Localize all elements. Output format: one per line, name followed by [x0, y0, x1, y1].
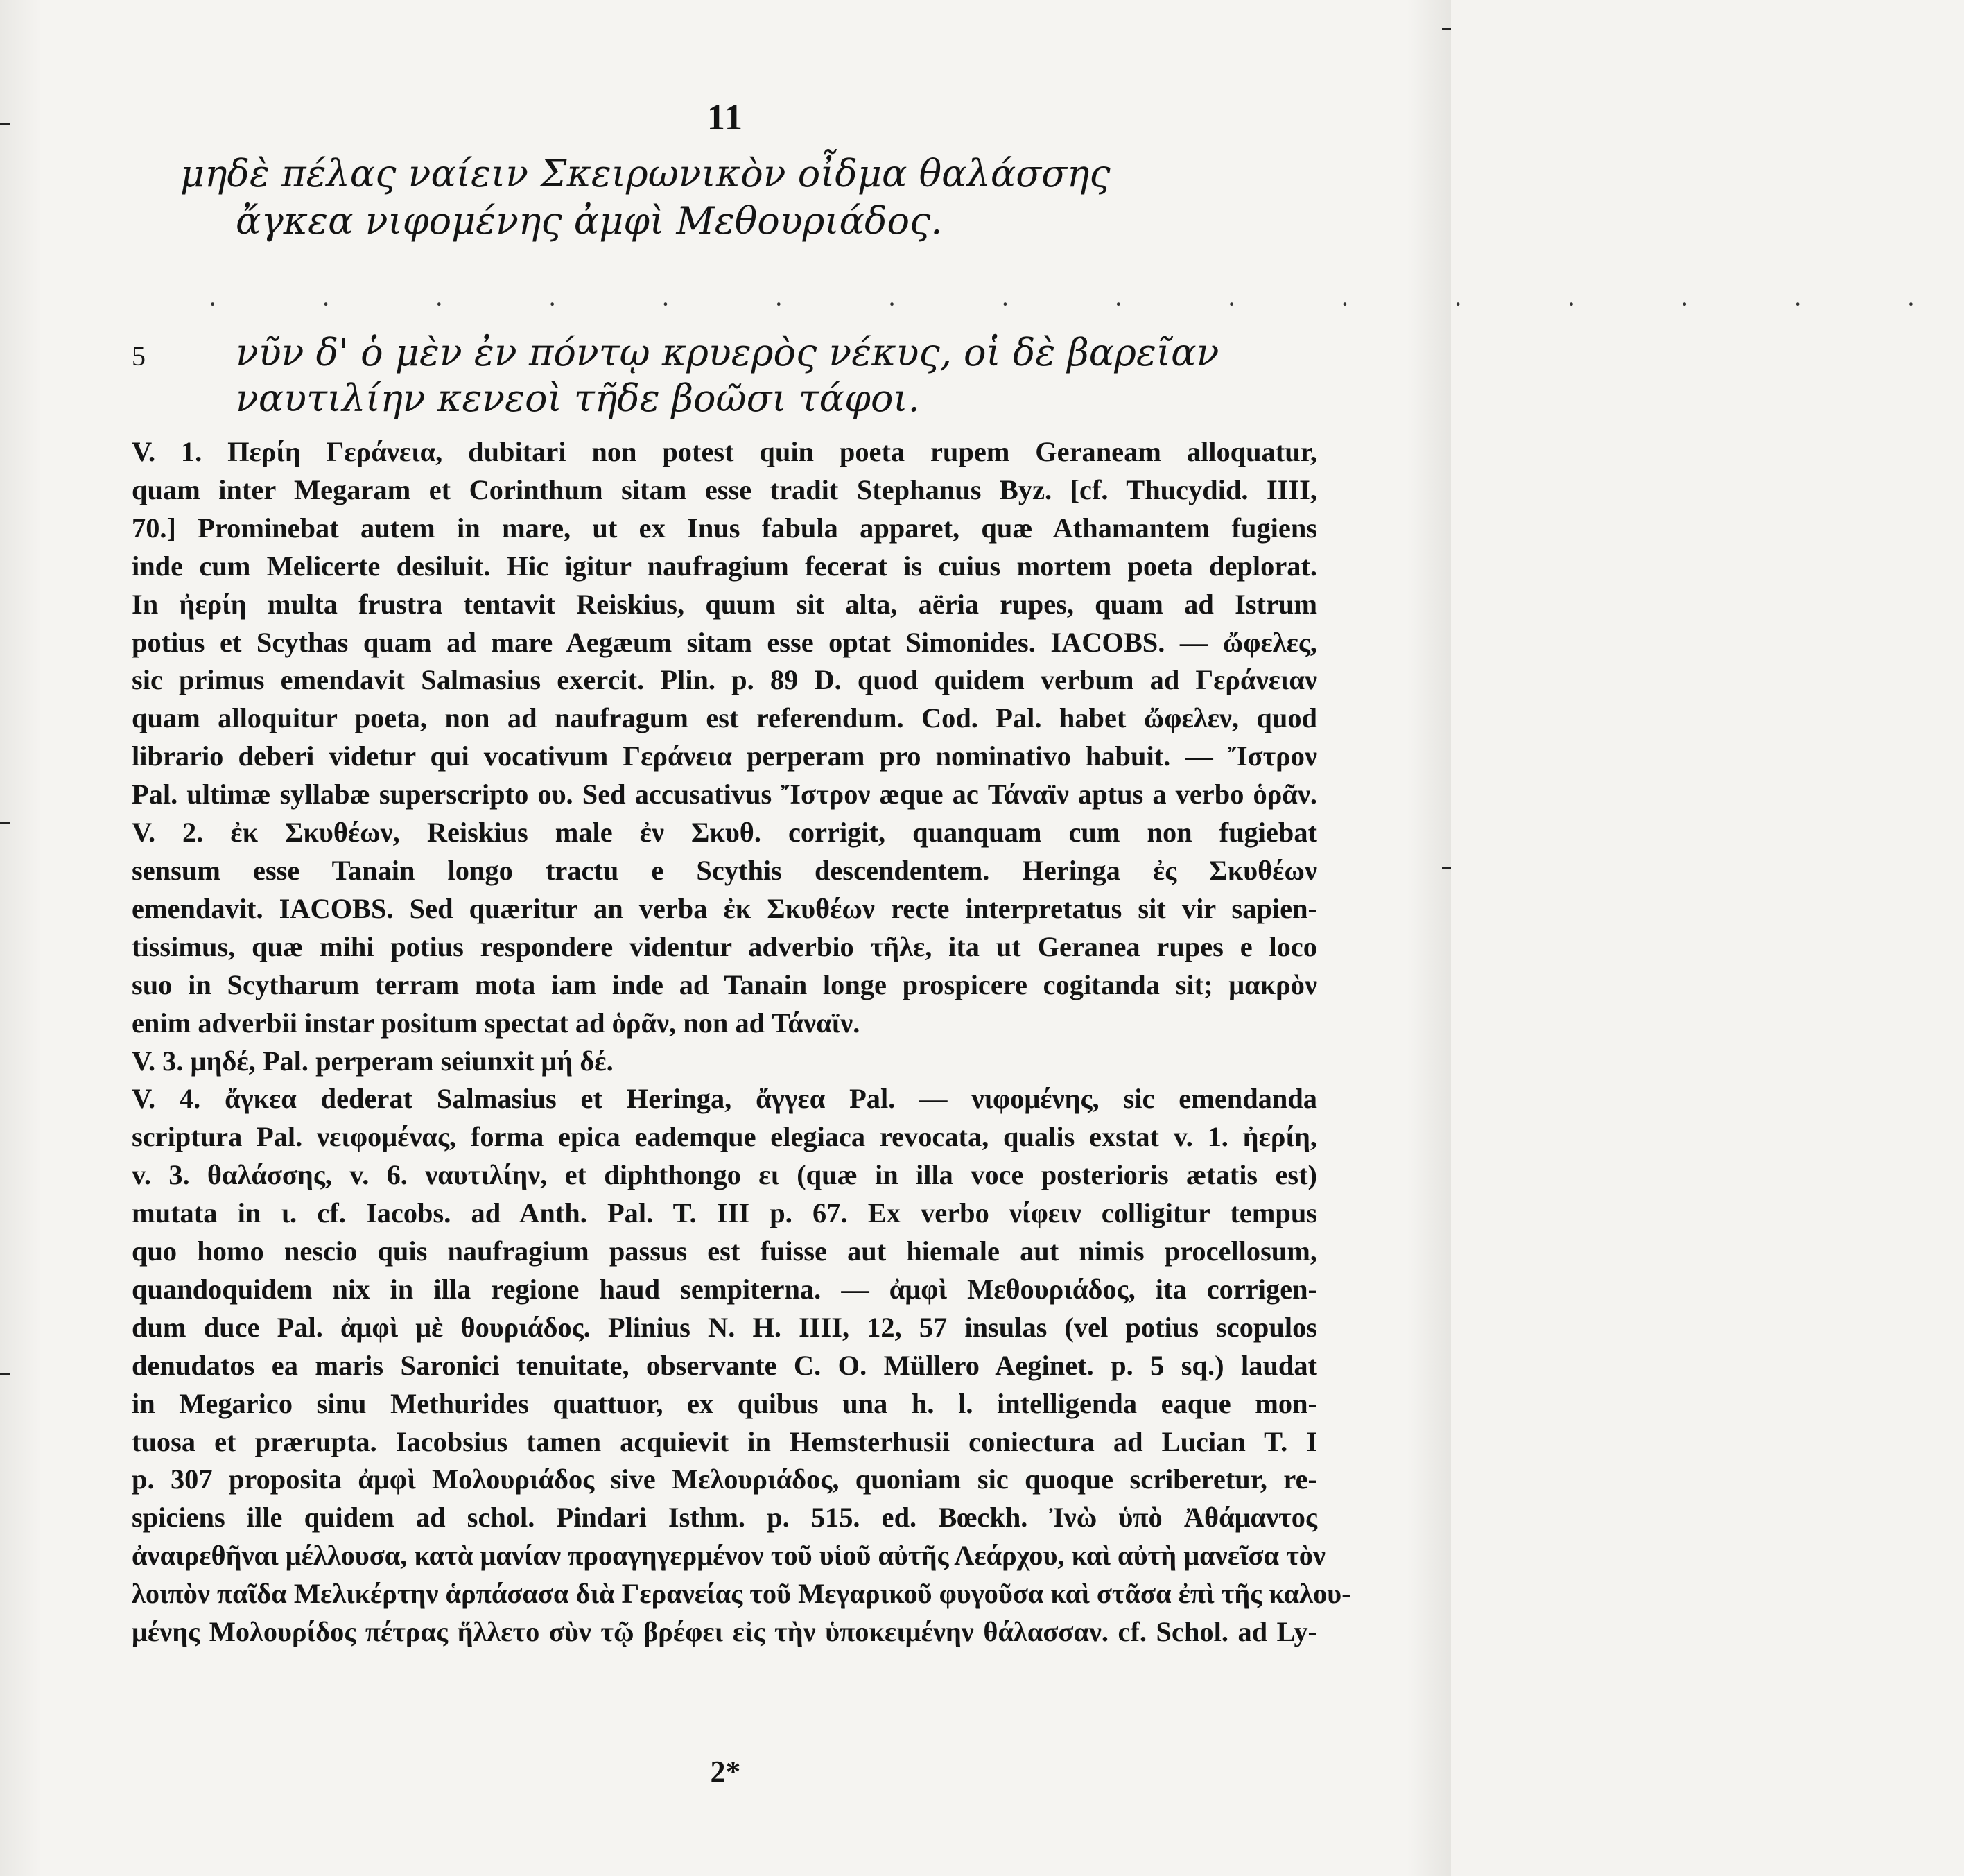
signature-mark: 2*	[710, 1755, 741, 1789]
commentary-line: sic primus emendavit Salmasius exercit. Plin. p. 89 D. quod quidem verbum ad Γεράνειαν	[132, 664, 1317, 696]
commentary-line: in Megarico sinu Methurides quattuor, ex quibus una h. l. intelligenda eaque mon-	[132, 1387, 1317, 1419]
commentary-line: dum duce Pal. ἀμφὶ μὲ θουριάδος. Plinius N. H. IIII, 12, 57 insulas (vel potius scopulos	[132, 1311, 1317, 1343]
commentary-line: v. 3. θαλάσσης, v. 6. ναυτιλίην, et diphthongo ει (quæ in illa voce posterioris ætatis est)	[132, 1159, 1317, 1191]
commentary-line: V. 2. ἐκ Σκυθέων, Reiskius male ἐν Σκυθ. corrigit, quanquam cum non fugiebat	[132, 817, 1317, 849]
commentary-line: mutata in ι. cf. Iacobs. ad Anth. Pal. T. III p. 67. Ex verbo νίφειν colligitur tempus	[132, 1197, 1317, 1229]
commentary-line: tissimus, quæ mihi potius respondere videntur adverbio τῆλε, ita ut Geranea rupes e loco	[132, 930, 1317, 962]
commentary-line: enim adverbii instar positum spectat ad ὁρᾶν, non ad Τάναϊν.	[132, 1007, 860, 1039]
commentary	[132, 433, 1351, 1651]
commentary-line: V. 1. Περίη Γεράνεια, dubitari non potest quin poeta rupem Geraneam alloquatur,	[132, 436, 1317, 467]
verse-line: νῦν δ' ὁ μὲν ἐν πόντῳ κρυερὸς νέκυς, οἱ δὲ βαρεῖαν	[236, 331, 1219, 374]
commentary-line: p. 307 proposita ἀμφὶ Μολουριάδος sive Μελουριάδος, quoniam sic quoque scriberetur, re-	[132, 1464, 1317, 1495]
commentary-line: sensum esse Tanain longo tractu e Scythis descendentem. Heringa ἐς Σκυθέων	[132, 854, 1317, 886]
commentary-line: inde cum Melicerte desiluit. Hic igitur naufragium fecerat is cuius mortem poeta deplorat.	[132, 550, 1317, 582]
commentary-line: tuosa et prærupta. Iacobsius tamen acquievit in Hemsterhusii coniectura ad Lucian T. I	[132, 1425, 1317, 1457]
verse-line: ἄγκεα νιφομένης ἀμφὶ Μεθουριάδος.	[236, 199, 943, 243]
verse-line: ναυτιλίην κενεοὶ τῆδε βοῶσι τάφοι.	[236, 376, 920, 420]
commentary-line: quandoquidem nix in illa regione haud sempiterna. — ἀμφὶ Μεθουριάδος, ita corrigen-	[132, 1273, 1317, 1305]
commentary-line: quo homo nescio quis naufragium passus est fuisse aut hiemale aut nimis procellosum,	[132, 1235, 1317, 1267]
commentary-line: quam alloquitur poeta, non ad naufragum est referendum. Cod. Pal. habet ὤφελεν, quod	[132, 702, 1317, 734]
commentary-line: 70.] Prominebat autem in mare, ut ex Inus fabula apparet, quæ Athamantem fugiens	[132, 512, 1317, 544]
margin-mark	[0, 822, 10, 824]
commentary-line: suo in Scytharum terram mota iam inde ad Tanain longe prospicere cogitanda sit; μακρὸν	[132, 969, 1317, 1000]
margin-mark	[1442, 867, 1451, 869]
commentary-line: V. 3. μηδέ, Pal. perperam seiunxit μή δέ.	[132, 1045, 614, 1077]
commentary-line: scriptura Pal. νειφομένας, forma epica eademque elegiaca revocata, qualis exstat v. 1. ἠερίη,	[132, 1121, 1317, 1153]
commentary-line: potius et Scythas quam ad mare Aegæum sitam esse optat Simonides. IACOBS. — ὤφελες,	[132, 626, 1317, 658]
margin-mark	[1442, 28, 1451, 30]
commentary-line: emendavit. IACOBS. Sed quæritur an verba ἐκ Σκυθέων recte interpretatus sit vir sapien-	[132, 892, 1317, 924]
commentary-line: spiciens ille quidem ad schol. Pindari Isthm. p. 515. ed. Bœckh. Ἰνὼ ὑπὸ Ἀθάμαντος	[132, 1502, 1317, 1534]
commentary-line: In ἠερίη multa frustra tentavit Reiskius, quum sit alta, aëria rupes, quam ad Istrum	[132, 588, 1317, 620]
commentary-line: Pal. ultimæ syllabæ superscripto ου. Sed accusativus Ἴστρον æque ac Τάναϊν aptus a verbo ὁρᾶν.	[132, 779, 1317, 810]
page-number: 11	[706, 98, 745, 137]
commentary-line: μένης Μολουρίδος πέτρας ἥλλετο σὺν τῷ βρέφει εἰς τὴν ὑποκειμένην θάλασσαν. cf. Schol. ad Ly-	[132, 1616, 1317, 1648]
commentary-line: ἀναιρεθῆναι μέλλουσα, κατὰ μανίαν προαγηγερμένον τοῦ υἱοῦ αὐτῆς Λεάρχου, καὶ αὐτὴ μανεῖσα τὸν	[132, 1540, 1326, 1572]
verse-line-number: 5	[132, 340, 146, 372]
commentary-line: λοιπὸν παῖδα Μελικέρτην ἁρπάσασα διὰ Γερανείας τοῦ Μεγαρικοῦ φυγοῦσα καὶ στᾶσα ἐπὶ τῆς καλου-	[132, 1578, 1351, 1610]
commentary-line: V. 4. ἄγκεα dederat Salmasius et Heringa, ἄγγεα Pal. — νιφομένης, sic emendanda	[132, 1083, 1317, 1115]
commentary-line: librario deberi videtur qui vocativum Γεράνεια perperam pro nominativo habuit. — Ἴστρον	[132, 740, 1317, 772]
commentary-line: quam inter Megaram et Corinthum sitam esse tradit Stephanus Byz. [cf. Thucydid. IIII,	[132, 474, 1317, 505]
omission-dots: · · · · · · · · · · · · · · · ·	[208, 288, 1964, 320]
margin-mark	[0, 1373, 10, 1375]
verse-line: μηδὲ πέλας ναίειν Σκειρωνικὸν οἶδμα θαλάσσης	[180, 152, 1111, 196]
commentary-line: denudatos ea maris Saronici tenuitate, observante C. O. Müllero Aeginet. p. 5 sq.) laudat	[132, 1349, 1317, 1381]
